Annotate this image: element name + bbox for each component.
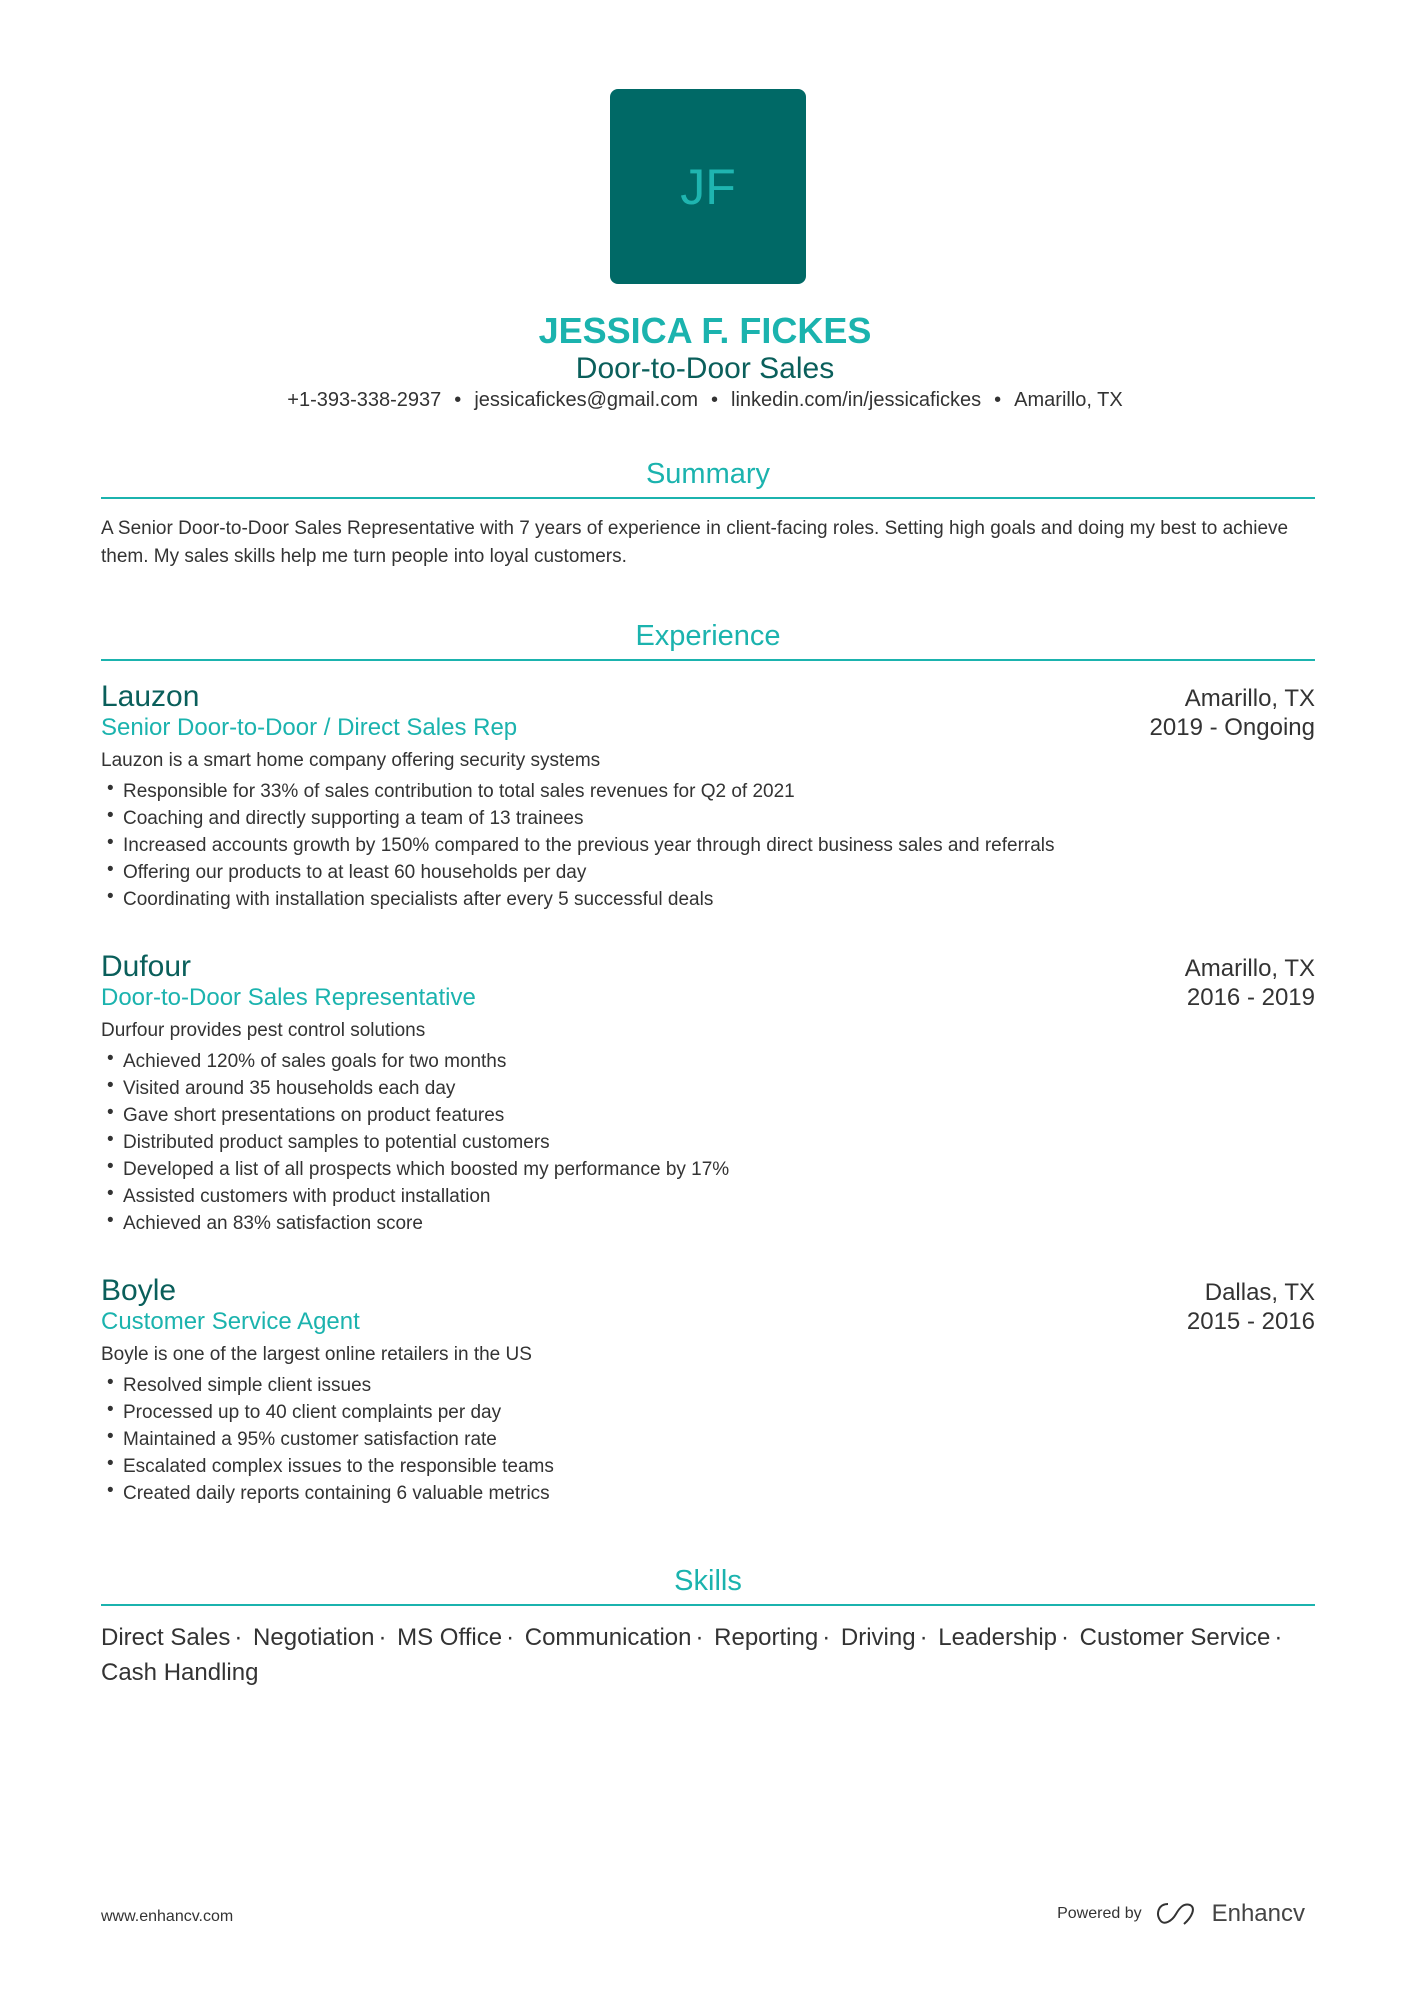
skill-item: Reporting: [714, 1624, 819, 1651]
bullet-list: [101, 1372, 1315, 1507]
phone: +1-393-338-2937: [287, 389, 442, 411]
linkedin-link[interactable]: linkedin.com/in/jessicafickes: [731, 389, 982, 411]
avatar-initials: JF: [680, 158, 736, 215]
email-link[interactable]: jessicafickes@gmail.com: [474, 389, 699, 411]
website-link[interactable]: www.enhancv.com: [101, 1908, 234, 1925]
job-location: Amarillo, TX: [1184, 955, 1315, 982]
bullet-list: [101, 778, 1315, 913]
section-heading: Skills: [101, 1565, 1315, 1606]
skill-item: Cash Handling: [101, 1659, 259, 1686]
experience-section: [101, 620, 1315, 661]
job-role: Customer Service Agent: [101, 1308, 360, 1335]
job-location: Dallas, TX: [1204, 1279, 1315, 1306]
skill-item: Negotiation: [253, 1624, 375, 1651]
bullet-item: • Maintained a 95% customer satisfaction rate: [101, 1426, 1315, 1453]
job-description: Boyle is one of the largest online retailers in the US: [101, 1344, 532, 1365]
bullet-item: • Increased accounts growth by 150% compared to the previous year through direct business sales and referrals: [101, 832, 1315, 859]
powered-by: [1057, 1900, 1305, 1928]
bullet-item: • Offering our products to at least 60 households per day: [101, 859, 1315, 886]
skill-item: Leadership: [938, 1624, 1057, 1651]
job-entry: [101, 950, 1315, 1237]
avatar: [610, 89, 806, 284]
job-description: Lauzon is a smart home company offering security systems: [101, 750, 601, 771]
skills-section: [101, 1565, 1315, 1690]
location: Amarillo, TX: [1014, 389, 1123, 411]
job-role: Door-to-Door Sales Representative: [101, 984, 476, 1011]
separator: ·: [695, 1624, 704, 1651]
summary-text: A Senior Door-to-Door Sales Representative with 7 years of experience in client-facing roles. Setting high goals and doing my best to achieve them. My sales skills help me turn people into loyal customers.: [101, 518, 1289, 567]
section-heading: Experience: [101, 620, 1315, 661]
bullet-item: • Distributed product samples to potential customers: [101, 1129, 1315, 1156]
job-entry: [101, 680, 1315, 913]
company-name: Lauzon: [101, 680, 200, 713]
job-dates: 2019 - Ongoing: [1149, 714, 1315, 741]
enhancv-logo-icon: [1154, 1901, 1200, 1927]
separator: ·: [822, 1624, 831, 1651]
separator: •: [994, 389, 1002, 411]
bullet-item: • Escalated complex issues to the responsible teams: [101, 1453, 1315, 1480]
separator: ·: [234, 1624, 243, 1651]
summary-section: [101, 458, 1315, 571]
separator: ·: [1274, 1624, 1283, 1651]
job-role: Senior Door-to-Door / Direct Sales Rep: [101, 714, 518, 741]
separator: ·: [1061, 1624, 1069, 1651]
bullet-item: • Gave short presentations on product features: [101, 1102, 1315, 1129]
bullet-item: • Responsible for 33% of sales contribution to total sales revenues for Q2 of 2021: [101, 778, 1315, 805]
bullet-item: • Achieved 120% of sales goals for two months: [101, 1048, 1315, 1075]
skill-item: Direct Sales: [101, 1624, 231, 1651]
job-description: Durfour provides pest control solutions: [101, 1020, 426, 1041]
bullet-item: • Resolved simple client issues: [101, 1372, 1315, 1399]
job-location: Amarillo, TX: [1184, 685, 1315, 712]
bullet-item: • Created daily reports containing 6 valuable metrics: [101, 1480, 1315, 1507]
separator: ·: [919, 1624, 928, 1651]
job-dates: 2015 - 2016: [1186, 1308, 1315, 1335]
skill-item: Driving: [840, 1624, 916, 1651]
bullet-item: • Processed up to 40 client complaints per day: [101, 1399, 1315, 1426]
job-entry: [101, 1274, 1315, 1507]
brand-name: Enhancv: [1211, 1900, 1305, 1927]
separator: •: [454, 389, 462, 411]
skill-item: MS Office: [397, 1624, 503, 1651]
company-name: Boyle: [101, 1274, 177, 1307]
candidate-name: JESSICA F. FICKES: [538, 310, 872, 351]
separator: •: [711, 389, 719, 411]
bullet-item: • Developed a list of all prospects which boosted my performance by 17%: [101, 1156, 1315, 1183]
candidate-title: Door-to-Door Sales: [575, 352, 835, 385]
bullet-item: • Coordinating with installation specialists after every 5 successful deals: [101, 886, 1315, 913]
contact-line: [0, 389, 1410, 412]
section-heading: Summary: [101, 458, 1315, 499]
skill-item: Customer Service: [1079, 1624, 1271, 1651]
bullet-list: [101, 1048, 1315, 1237]
job-dates: 2016 - 2019: [1186, 984, 1315, 1011]
bullet-item: • Visited around 35 households each day: [101, 1075, 1315, 1102]
separator: ·: [378, 1624, 387, 1651]
skill-item: Communication: [524, 1624, 692, 1651]
skills-list: [101, 1620, 1315, 1690]
bullet-item: • Coaching and directly supporting a team of 13 trainees: [101, 805, 1315, 832]
bullet-item: • Achieved an 83% satisfaction score: [101, 1210, 1315, 1237]
powered-by-label: Powered by: [1057, 1905, 1142, 1922]
separator: ·: [506, 1624, 515, 1651]
bullet-item: • Assisted customers with product installation: [101, 1183, 1315, 1210]
company-name: Dufour: [101, 950, 192, 983]
